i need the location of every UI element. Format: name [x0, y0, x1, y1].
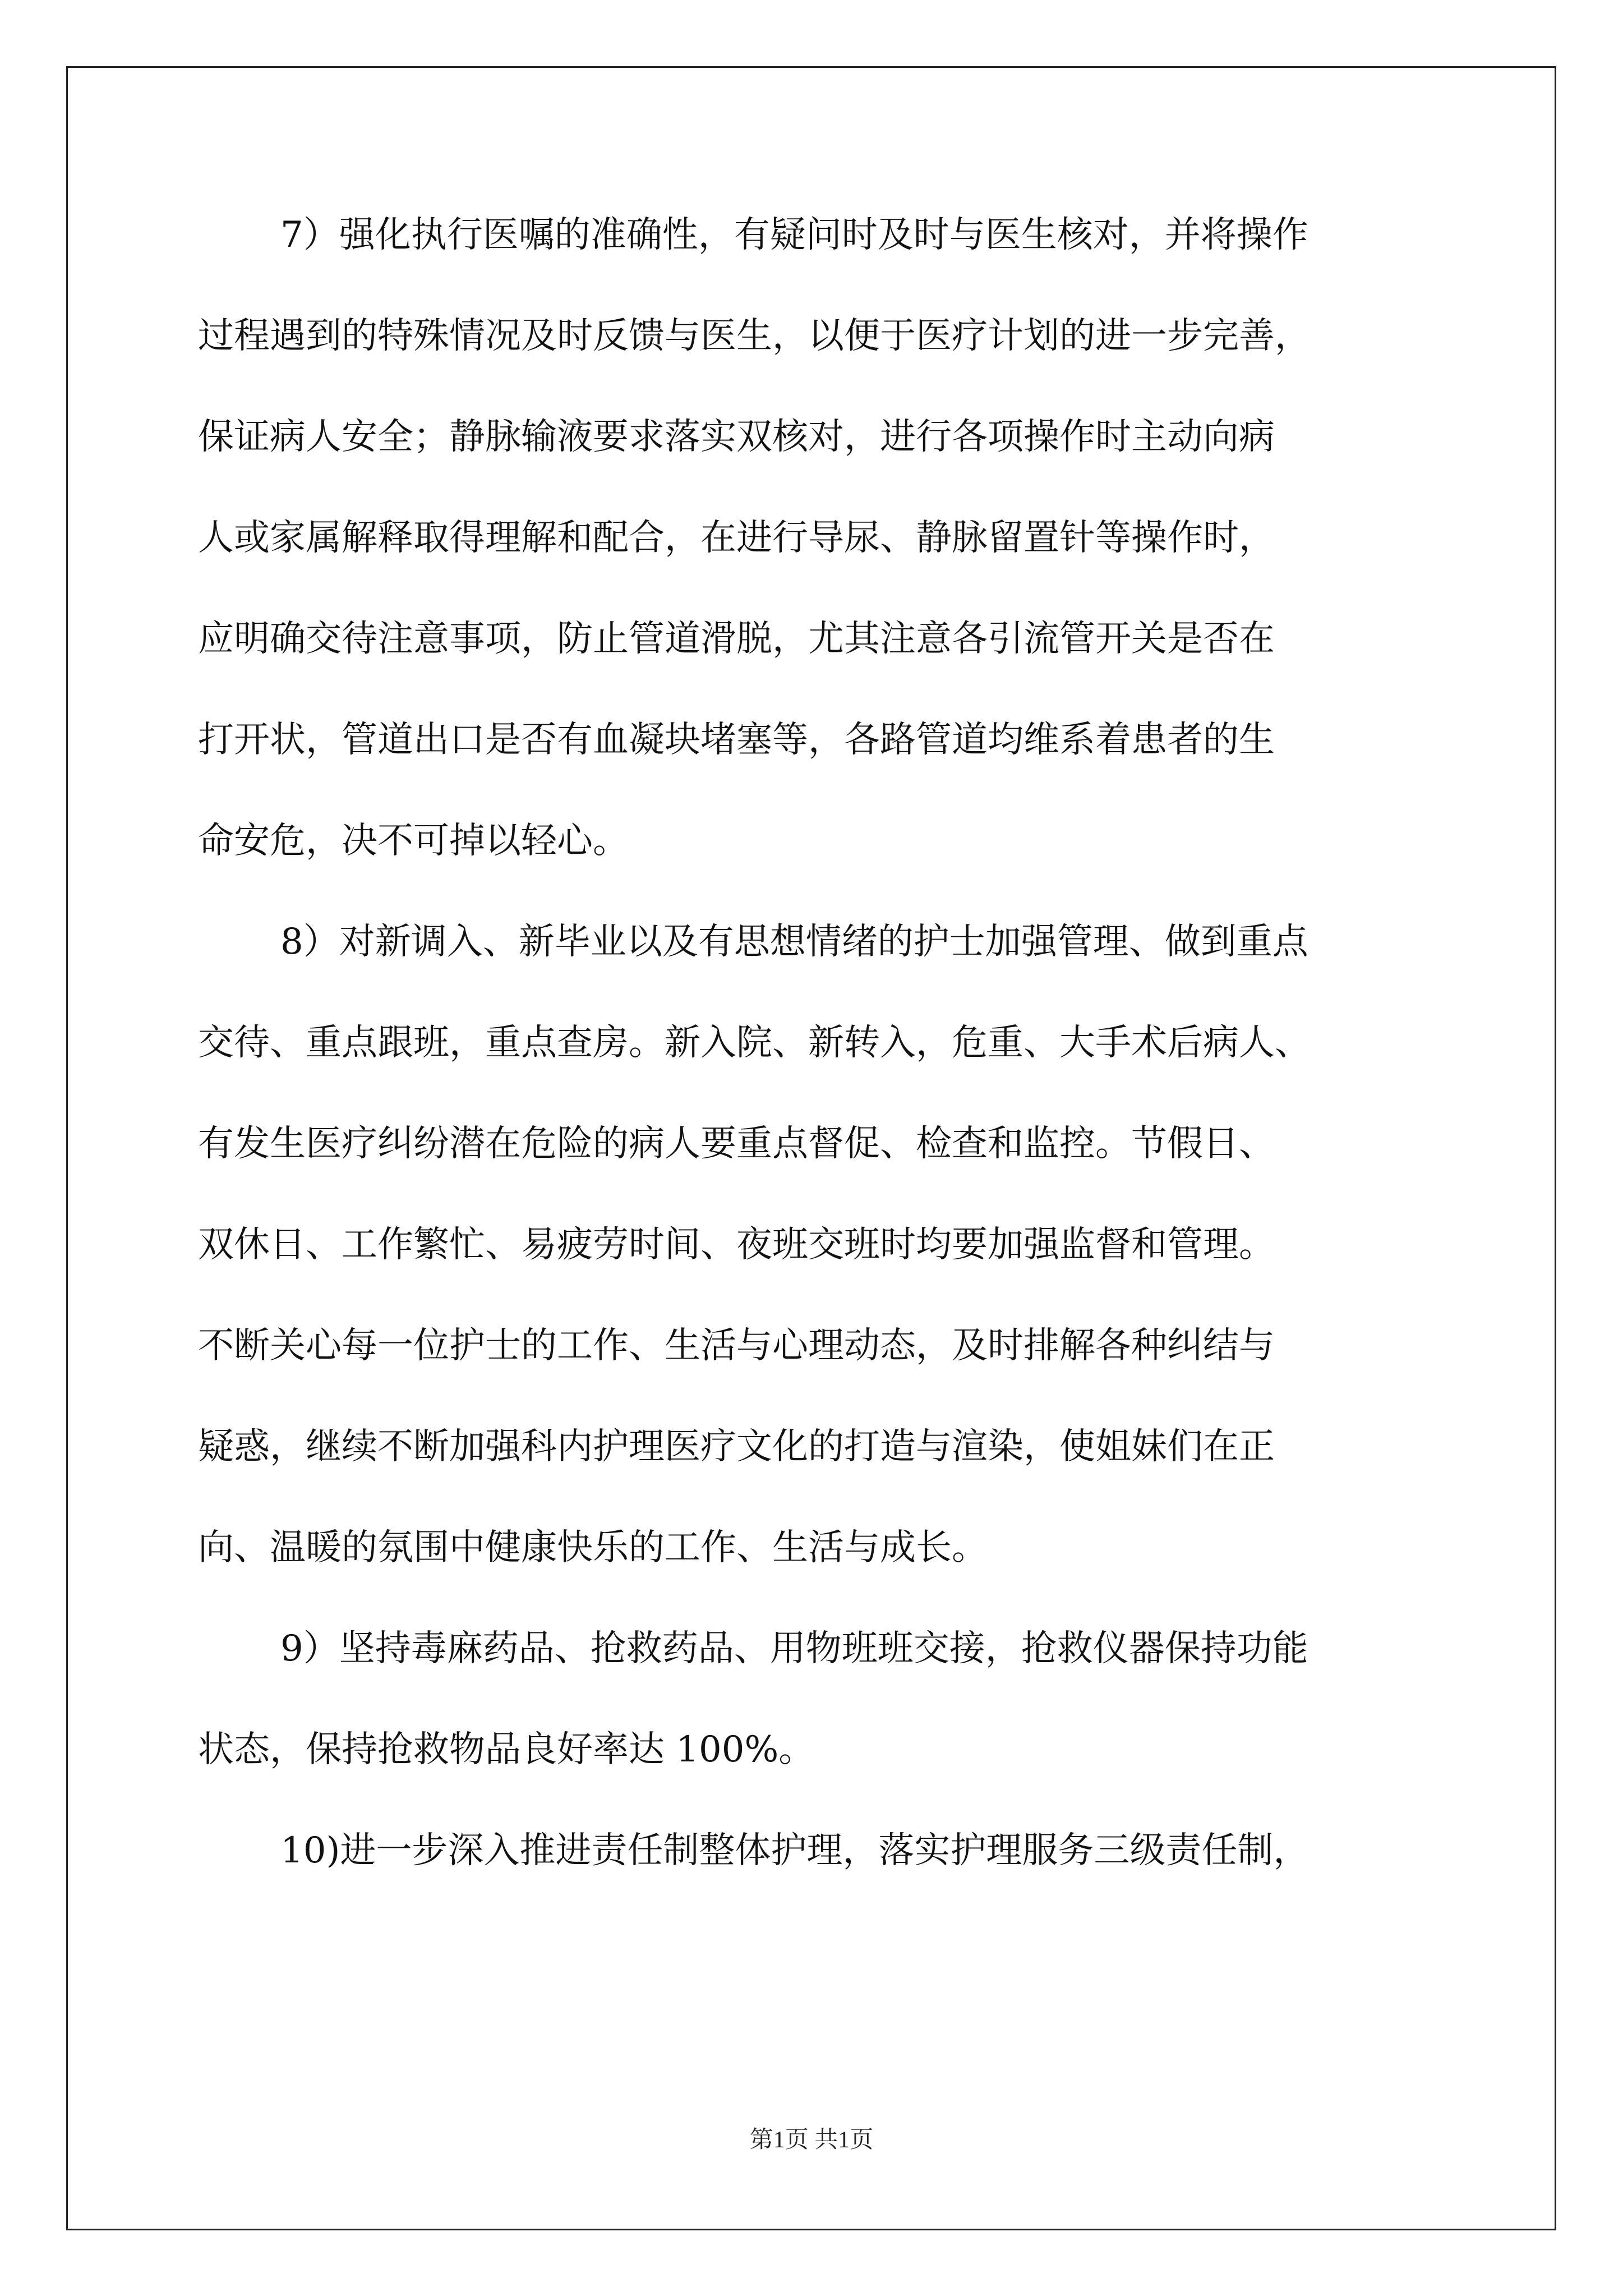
paragraph-7-line-5: 应明确交待注意事项，防止管道滑脱，尤其注意各引流管开关是否在	[198, 618, 1275, 660]
paragraph-8-line-6: 疑惑，继续不断加强科内护理医疗文化的打造与渲染，使姐妹们在正	[198, 1426, 1275, 1467]
paragraph-8-line-7: 向、温暖的氛围中健康快乐的工作、生活与成长。	[198, 1527, 988, 1568]
paragraph-7-line-4: 人或家属解释取得理解和配合，在进行导尿、静脉留置针等操作时，	[198, 517, 1275, 559]
paragraph-8-line-5: 不断关心每一位护士的工作、生活与心理动态，及时排解各种纠结与	[198, 1325, 1275, 1366]
paragraph-9-line-2: 状态，保持抢救物品良好率达 100%。	[198, 1729, 815, 1770]
paragraph-7-line-6: 打开状，管道出口是否有血凝块堵塞等，各路管道均维系着患者的生	[198, 719, 1275, 761]
paragraph-8-line-4: 双休日、工作繁忙、易疲劳时间、夜班交班时均要加强监督和管理。	[198, 1224, 1275, 1266]
paragraph-7-line-7: 命安危，决不可掉以轻心。	[198, 820, 629, 862]
paragraph-7-line-2: 过程遇到的特殊情况及时反馈与医生，以便于医疗计划的进一步完善，	[198, 315, 1311, 357]
paragraph-8-line-2: 交待、重点跟班，重点查房。新入院、新转入，危重、大手术后病人、	[198, 1022, 1311, 1064]
page-number-footer: 第1页 共1页	[749, 2127, 874, 2153]
paragraph-9-line-1: 9）坚持毒麻药品、抢救药品、用物班班交接，抢救仪器保持功能	[280, 1628, 1308, 1669]
paragraph-7-line-1: 7）强化执行医嘱的准确性，有疑问时及时与医生核对，并将操作	[280, 214, 1308, 256]
paragraph-8-line-1: 8）对新调入、新毕业以及有思想情绪的护士加强管理、做到重点	[280, 921, 1308, 963]
paragraph-10-line-1: 10)进一步深入推进责任制整体护理，落实护理服务三级责任制，	[280, 1830, 1310, 1871]
paragraph-8-line-3: 有发生医疗纠纷潜在危险的病人要重点督促、检查和监控。节假日、	[198, 1123, 1275, 1165]
paragraph-7-line-3: 保证病人安全；静脉输液要求落实双核对，进行各项操作时主动向病	[198, 416, 1275, 458]
